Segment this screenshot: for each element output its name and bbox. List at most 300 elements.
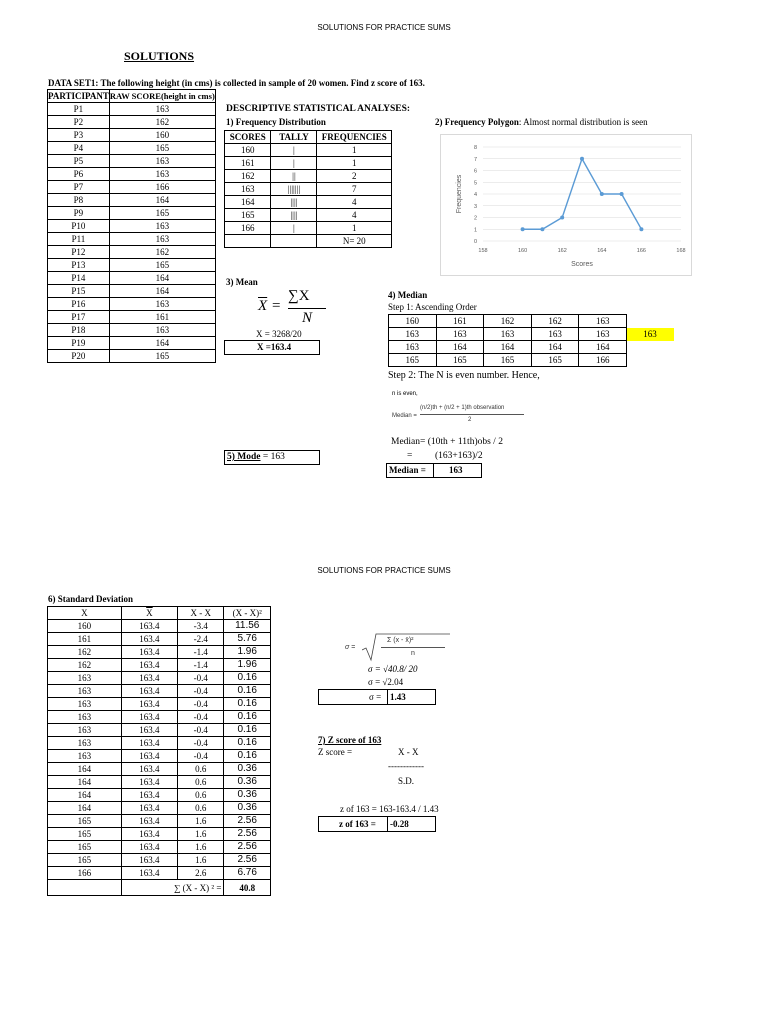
sd-sqdev-cell: 0.16 [224, 737, 271, 750]
frequency-cell: 1 [317, 157, 392, 170]
sd-row [48, 659, 271, 672]
zscore-result-divider [387, 817, 388, 831]
order-cell: 163 [436, 328, 484, 341]
sd-result-value: 1.43 [390, 692, 406, 702]
data-point [600, 192, 604, 196]
median-step1: Step 1: Ascending Order [388, 302, 477, 312]
order-cell: 164 [531, 341, 579, 354]
participant-cell: P2 [48, 116, 110, 129]
mean-formula-sigma: ∑X [288, 288, 310, 304]
participant-row [48, 155, 216, 168]
raw-score-cell: 165 [109, 259, 215, 272]
participant-cell: P3 [48, 129, 110, 142]
participant-row [48, 246, 216, 259]
participant-row [48, 324, 216, 337]
sd-sqdev-cell: 0.16 [224, 711, 271, 724]
median-calc1: Median= (10th + 11th)obs / 2 [391, 437, 503, 447]
mean-formula-den: N [302, 310, 313, 326]
participant-row [48, 259, 216, 272]
zscore-dashes: ------------ [388, 761, 424, 771]
freq-polygon-heading [435, 117, 648, 127]
descriptive-title: DESCRIPTIVE STATISTICAL ANALYSES: [226, 104, 411, 114]
sd-row [48, 776, 271, 789]
frequency-cell: 7 [317, 183, 392, 196]
sd-row [48, 633, 271, 646]
sd-mean-cell: 163.4 [121, 620, 177, 633]
raw-score-cell: 161 [109, 311, 215, 324]
participant-cell: P4 [48, 142, 110, 155]
sd-dev-cell: -0.4 [178, 698, 224, 711]
participant-cell: P8 [48, 194, 110, 207]
raw-score-cell: 163 [109, 155, 215, 168]
raw-score-cell: 165 [109, 142, 215, 155]
freq-total-blank [225, 235, 271, 248]
sd-mean-cell: 163.4 [121, 815, 177, 828]
raw-score-cell: 163 [109, 233, 215, 246]
sd-sum-label: ∑ (X - X) ² = [121, 880, 224, 896]
order-cell: 165 [484, 354, 532, 367]
participant-cell: P12 [48, 246, 110, 259]
sd-x-cell: 164 [48, 763, 122, 776]
participant-row [48, 298, 216, 311]
mode-box [224, 450, 320, 465]
sd-dev-cell: 1.6 [178, 854, 224, 867]
y-axis-label: Frequencies [456, 174, 463, 214]
sd-x-cell: 163 [48, 724, 122, 737]
frequency-cell: 1 [317, 144, 392, 157]
raw-score-cell: 164 [109, 272, 215, 285]
sd-row [48, 867, 271, 880]
mean-formula-equals: = [272, 298, 281, 314]
sd-dev-header: X - X [178, 607, 224, 620]
raw-score-cell: 164 [109, 337, 215, 350]
sd-sqdev-cell: 2.56 [224, 815, 271, 828]
sd-sqdev-cell: 0.16 [224, 698, 271, 711]
sd-dev-cell: -3.4 [178, 620, 224, 633]
sd-x-cell: 165 [48, 841, 122, 854]
zscore-calc: z of 163 = 163-163.4 / 1.43 [340, 804, 439, 814]
sd-x-cell: 165 [48, 815, 122, 828]
participant-cell: P17 [48, 311, 110, 324]
raw-score-cell: 163 [109, 168, 215, 181]
x-tick-label: 162 [557, 248, 567, 254]
sd-formula [345, 632, 465, 668]
sd-mean-cell: 163.4 [121, 841, 177, 854]
participant-cell: P5 [48, 155, 110, 168]
mode-value: = 163 [260, 452, 285, 462]
data-point [639, 227, 643, 231]
mean-formula-lhs: $\overline{X}$ [258, 298, 268, 314]
participant-row [48, 285, 216, 298]
sd-row [48, 750, 271, 763]
sd-dev-cell: 0.6 [178, 763, 224, 776]
zscore-den: S.D. [398, 776, 415, 786]
data-point [580, 157, 584, 161]
sd-row [48, 724, 271, 737]
score-cell: 160 [225, 144, 271, 157]
participant-cell: P13 [48, 259, 110, 272]
tally-cell: | [271, 144, 317, 157]
y-tick-label: 8 [473, 145, 477, 151]
y-tick-label: 3 [473, 203, 477, 210]
sd-dev-cell: -1.4 [178, 646, 224, 659]
tally-cell: |||| [271, 209, 317, 222]
participant-cell: P18 [48, 324, 110, 337]
frequency-row [225, 170, 392, 183]
freq-dist-title: 1) Frequency Distribution [226, 117, 326, 127]
raw-score-cell: 162 [109, 246, 215, 259]
score-cell: 162 [225, 170, 271, 183]
order-cell: 163 [389, 341, 437, 354]
sd-sqdev-cell: 0.16 [224, 724, 271, 737]
participant-row [48, 194, 216, 207]
sd-sqdev-cell: 0.36 [224, 802, 271, 815]
median-calc2-eq: = [407, 451, 413, 461]
x-tick-label: 158 [478, 248, 488, 254]
raw-score-cell: 163 [109, 220, 215, 233]
frequency-cell: 1 [317, 222, 392, 235]
participant-row [48, 129, 216, 142]
order-cell: 164 [484, 341, 532, 354]
median-order-row [389, 315, 674, 328]
participant-row [48, 272, 216, 285]
sd-mean-cell: 163.4 [121, 711, 177, 724]
sd-row [48, 620, 271, 633]
participant-row [48, 181, 216, 194]
sd-sqdev-cell: 11.56 [224, 620, 271, 633]
sd-sqdev-cell: 0.36 [224, 789, 271, 802]
sd-x-cell: 164 [48, 802, 122, 815]
participant-cell: P1 [48, 103, 110, 116]
order-cell: 166 [579, 354, 627, 367]
sd-result-box [318, 689, 436, 705]
participant-cell: P16 [48, 298, 110, 311]
score-cell: 161 [225, 157, 271, 170]
raw-score-cell: 165 [109, 350, 215, 363]
sd-mean-cell: 163.4 [121, 659, 177, 672]
data-point [540, 227, 544, 231]
participant-row [48, 168, 216, 181]
order-cell: 165 [436, 354, 484, 367]
median-formula-rhs: (n/2)th + (n/2 + 1)th observation [420, 405, 505, 411]
participant-cell: P9 [48, 207, 110, 220]
raw-score-cell: 164 [109, 194, 215, 207]
sd-row [48, 672, 271, 685]
frequency-row [225, 209, 392, 222]
sd-dev-cell: -0.4 [178, 750, 224, 763]
order-cell: 163 [531, 328, 579, 341]
solutions-title: SOLUTIONS [124, 49, 195, 63]
median-formula [392, 405, 532, 429]
y-tick-label: 5 [473, 180, 477, 187]
raw-score-cell: 164 [109, 285, 215, 298]
frequency-row [225, 183, 392, 196]
freq-polygon-note: : Almost normal distribution is seen [518, 117, 648, 127]
sd-dev-cell: -2.4 [178, 633, 224, 646]
zscore-title: 7) Z score of 163 [318, 735, 382, 745]
sd-x-cell: 163 [48, 685, 122, 698]
sd-mean-cell: 163.4 [121, 698, 177, 711]
frequency-row [225, 157, 392, 170]
mean-title: 3) Mean [226, 277, 258, 287]
mean-formula-bar [288, 308, 326, 309]
mean-result-box [224, 340, 320, 355]
frequency-row [225, 144, 392, 157]
raw-score-cell: 163 [109, 298, 215, 311]
order-cell: 163 [484, 328, 532, 341]
data-point [560, 216, 564, 220]
sd-dev-cell: 1.6 [178, 815, 224, 828]
sd-dev-cell: 2.6 [178, 867, 224, 880]
median-result-box [386, 463, 482, 478]
chart-frame [440, 134, 692, 276]
sd-dev-cell: -0.4 [178, 685, 224, 698]
tally-cell: | [271, 157, 317, 170]
sd-x-cell: 165 [48, 828, 122, 841]
frequency-polygon-chart [441, 135, 691, 275]
y-tick-label: 0 [473, 239, 477, 245]
median-n-even: n is even, [392, 391, 418, 397]
sd-sqdev-cell: 0.36 [224, 763, 271, 776]
median-formula-den: 2 [468, 417, 472, 423]
sd-dev-cell: -1.4 [178, 659, 224, 672]
sd-dev-cell: -0.4 [178, 711, 224, 724]
median-order-row [389, 341, 674, 354]
sd-row [48, 789, 271, 802]
sd-mean-cell: 163.4 [121, 789, 177, 802]
sd-dev-cell: -0.4 [178, 737, 224, 750]
sd-mean-cell: 163.4 [121, 802, 177, 815]
sd-dev-cell: 1.6 [178, 841, 224, 854]
sd-table [47, 606, 271, 896]
score-cell: 166 [225, 222, 271, 235]
tally-cell: ||||||| [271, 183, 317, 196]
participant-row [48, 350, 216, 363]
sd-x-cell: 163 [48, 737, 122, 750]
sd-mean-header: $\overline{X}$ [121, 607, 177, 620]
order-cell: 165 [389, 354, 437, 367]
y-tick-label: 2 [473, 215, 477, 222]
participant-row [48, 116, 216, 129]
x-axis-label: Scores [571, 261, 593, 268]
participant-cell: P6 [48, 168, 110, 181]
sd-calc1: σ = √40.8/ 20 [368, 664, 418, 674]
participant-row [48, 207, 216, 220]
sd-formula-num: Σ (x - x̄)² [387, 637, 414, 644]
sd-mean-cell: 163.4 [121, 724, 177, 737]
zscore-num: X - X [398, 747, 419, 757]
order-cell: 163 [579, 315, 627, 328]
sd-x-cell: 163 [48, 711, 122, 724]
raw-score-cell: 162 [109, 116, 215, 129]
sd-sum-value: 40.8 [224, 880, 271, 896]
mean-formula [256, 288, 336, 330]
median-formula-bar [420, 414, 524, 415]
sd-sqdev-cell: 0.16 [224, 750, 271, 763]
sd-result-label: σ = [369, 692, 382, 702]
sd-formula-lhs: σ = [345, 644, 356, 651]
sd-sqdev-cell: 2.56 [224, 841, 271, 854]
raw-score-cell: 160 [109, 129, 215, 142]
sd-dev-cell: 0.6 [178, 789, 224, 802]
sd-row [48, 737, 271, 750]
frequency-row [225, 222, 392, 235]
sd-dev-cell: -0.4 [178, 672, 224, 685]
frequencies-header: FREQUENCIES [317, 131, 392, 144]
sd-x-cell: 163 [48, 698, 122, 711]
sd-x-cell: 163 [48, 750, 122, 763]
tally-header: TALLY [271, 131, 317, 144]
median-spacer-cell [627, 341, 674, 354]
mean-result: X =163.4 [257, 342, 292, 352]
participant-row [48, 233, 216, 246]
order-cell: 162 [484, 315, 532, 328]
sd-row [48, 646, 271, 659]
y-tick-label: 7 [473, 156, 477, 163]
sd-row [48, 802, 271, 815]
sd-sqdev-cell: 2.56 [224, 854, 271, 867]
order-cell: 162 [531, 315, 579, 328]
participant-cell: P10 [48, 220, 110, 233]
raw-score-cell: 166 [109, 181, 215, 194]
sd-mean-cell: 163.4 [121, 867, 177, 880]
sd-formula-den: n [411, 650, 415, 657]
participant-cell: P7 [48, 181, 110, 194]
freq-total-blank [271, 235, 317, 248]
sd-formula-bar [381, 647, 445, 648]
sd-row [48, 828, 271, 841]
page2-header: SOLUTIONS FOR PRACTICE SUMS [317, 566, 451, 575]
tally-cell: |||| [271, 196, 317, 209]
order-cell: 163 [579, 328, 627, 341]
median-title: 4) Median [388, 290, 428, 300]
participant-cell: P11 [48, 233, 110, 246]
sd-row [48, 854, 271, 867]
sd-mean-cell: 163.4 [121, 763, 177, 776]
participant-cell: P20 [48, 350, 110, 363]
order-cell: 161 [436, 315, 484, 328]
median-calc2: (163+163)/2 [435, 451, 483, 461]
sd-row [48, 685, 271, 698]
y-tick-label: 1 [473, 227, 477, 234]
x-tick-label: 164 [597, 248, 607, 254]
median-result-value: 163 [449, 465, 463, 475]
order-cell: 160 [389, 315, 437, 328]
sd-sqdev-cell: 1.96 [224, 659, 271, 672]
sd-x-cell: 164 [48, 789, 122, 802]
freq-polygon-title: 2) Frequency Polygon [435, 117, 519, 127]
sd-sqdev-header: (X - X)² [224, 607, 271, 620]
sd-mean-cell: 163.4 [121, 776, 177, 789]
raw-score-cell: 163 [109, 103, 215, 116]
median-result-label: Median = [389, 465, 426, 475]
median-highlight-cell: 163 [627, 328, 674, 341]
score-cell: 164 [225, 196, 271, 209]
participant-row [48, 142, 216, 155]
sd-row [48, 841, 271, 854]
page-header: SOLUTIONS FOR PRACTICE SUMS [317, 23, 451, 32]
participant-row [48, 103, 216, 116]
median-formula-lhs: Median = [392, 413, 417, 419]
sd-row [48, 711, 271, 724]
frequency-cell: 4 [317, 209, 392, 222]
sd-sqdev-cell: 5.76 [224, 633, 271, 646]
sd-mean-cell: 163.4 [121, 828, 177, 841]
participant-row [48, 220, 216, 233]
sd-x-header: X [48, 607, 122, 620]
tally-cell: | [271, 222, 317, 235]
sd-dev-cell: 0.6 [178, 776, 224, 789]
order-cell: 164 [579, 341, 627, 354]
y-tick-label: 6 [473, 168, 477, 175]
zscore-result-label: z of 163 = [339, 819, 376, 829]
zscore-result-value: -0.28 [390, 819, 409, 829]
sd-x-cell: 160 [48, 620, 122, 633]
x-tick-label: 160 [518, 248, 528, 254]
sd-dev-cell: -0.4 [178, 724, 224, 737]
median-result-divider [433, 464, 434, 477]
sd-mean-cell: 163.4 [121, 854, 177, 867]
participant-cell: P19 [48, 337, 110, 350]
median-step2: Step 2: The N is even number. Hence, [388, 370, 540, 381]
sd-sum-blank [48, 880, 122, 896]
sd-sqdev-cell: 1.96 [224, 646, 271, 659]
median-order-row [389, 354, 674, 367]
zscore-label: Z score = [318, 747, 353, 757]
sd-sqdev-cell: 2.56 [224, 828, 271, 841]
sd-x-cell: 162 [48, 646, 122, 659]
participants-table [47, 89, 216, 363]
sd-sqdev-cell: 6.76 [224, 867, 271, 880]
y-tick-label: 4 [473, 192, 477, 198]
sd-mean-cell: 163.4 [121, 750, 177, 763]
sd-sqdev-cell: 0.16 [224, 685, 271, 698]
participant-row [48, 311, 216, 324]
sd-dev-cell: 0.6 [178, 802, 224, 815]
sd-mean-cell: 163.4 [121, 737, 177, 750]
sd-sqdev-cell: 0.16 [224, 672, 271, 685]
participant-cell: P14 [48, 272, 110, 285]
mean-calc: X = 3268/20 [256, 329, 302, 339]
frequency-table [224, 130, 392, 248]
sd-x-cell: 165 [48, 854, 122, 867]
sd-row [48, 698, 271, 711]
scores-header: SCORES [225, 131, 271, 144]
sd-title: 6) Standard Deviation [48, 594, 134, 604]
sd-mean-cell: 163.4 [121, 633, 177, 646]
raw-score-header: RAW SCORE(height in cms) [109, 91, 215, 101]
tally-cell: || [271, 170, 317, 183]
sd-row [48, 815, 271, 828]
median-order-row [389, 328, 674, 341]
sd-x-cell: 162 [48, 659, 122, 672]
sd-sqdev-cell: 0.36 [224, 776, 271, 789]
sd-x-cell: 163 [48, 672, 122, 685]
mode-label: 5) Mode [227, 452, 261, 462]
data-point [620, 192, 624, 196]
order-cell: 165 [531, 354, 579, 367]
sd-dev-cell: 1.6 [178, 828, 224, 841]
sd-mean-cell: 163.4 [121, 672, 177, 685]
x-tick-label: 168 [676, 248, 686, 254]
sd-x-cell: 164 [48, 776, 122, 789]
participant-cell: P15 [48, 285, 110, 298]
participant-header: PARTICIPANT [48, 91, 109, 101]
frequency-row [225, 196, 392, 209]
data-point [521, 227, 525, 231]
sd-x-cell: 161 [48, 633, 122, 646]
freq-total: N= 20 [317, 235, 392, 248]
